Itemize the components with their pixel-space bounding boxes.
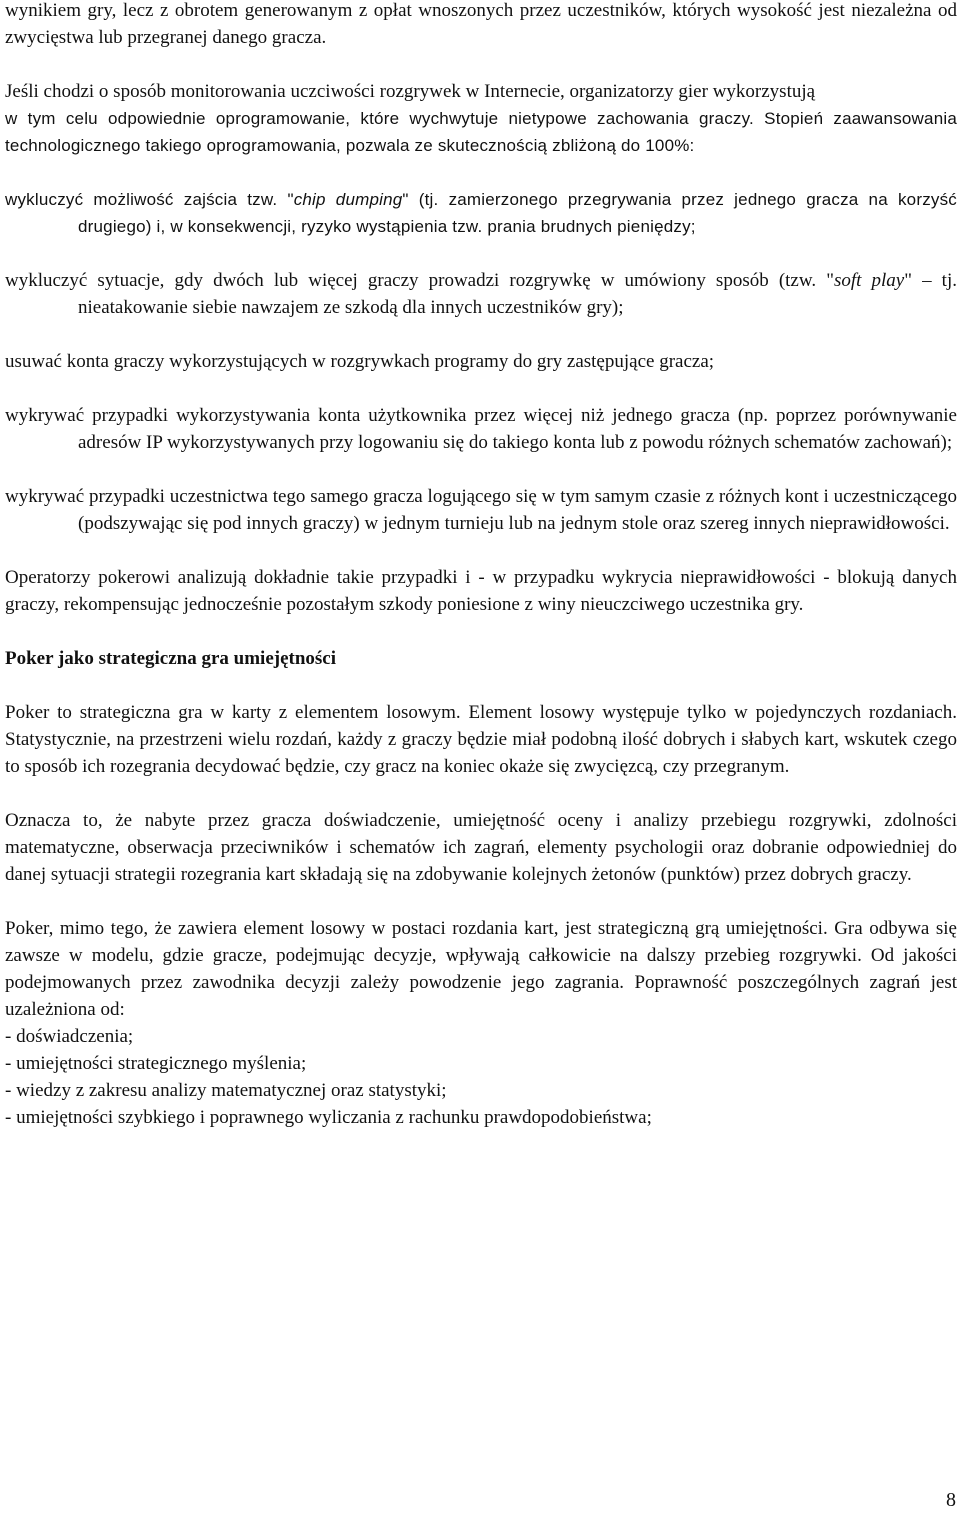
list-item: - doświadczenia; xyxy=(5,1026,134,1047)
section-heading: Poker jako strategiczna gra umiejętności xyxy=(5,648,337,669)
paragraph-operators: Operatorzy pokerowi analizują dokładnie takie przypadki i - w przypadku wykrycia nieprawidłowości - blokują danych graczy, rekompensując jednocześnie pozostałym szkody poniesione z winy nieuczciwego uczestnika gry. xyxy=(5,567,957,615)
paragraph-monitoring xyxy=(5,105,957,159)
item-text: " (tj. zamierzonego przegrywania przez jednego gracza na korzyść drugiego) i, w konsekwencji, ryzyko wystąpienia tzw. prania brudnych pieniędzy; xyxy=(78,190,957,236)
item-text: wykluczyć sytuacje, gdy dwóch lub więcej graczy prowadzi rozgrywkę w umówiony sposób (tzw. " xyxy=(5,270,834,291)
list-item-shared-account: wykrywać przypadki wykorzystywania konta użytkownika przez więcej niż jednego gracza (np. poprzez porównywanie adresów IP wykorzystywanych przy logowaniu się do takiego konta lub z powodu różnych schematów zachowań); xyxy=(5,405,957,453)
list-item: - wiedzy z zakresu analizy matematycznej oraz statystyki; xyxy=(5,1080,447,1101)
term-soft-play: soft play xyxy=(833,270,905,291)
list-item: - umiejętności strategicznego myślenia; xyxy=(5,1053,307,1074)
list-item-bots: usuwać konta graczy wykorzystujących w rozgrywkach programy do gry zastępujące gracza; xyxy=(5,351,715,372)
paragraph-experience: Oznacza to, że nabyte przez gracza doświadczenie, umiejętność oceny i analizy przebiegu rozgrywki, zdolności matematyczne, obserwacja przeciwników i schematów ich zagrań, elementy psychologii oraz dobranie odpowiedniej do danej sytuacji strategii rozegrania kart składają się na zdobywanie kolejnych żetonów (punktów) przez dobrych graczy. xyxy=(5,810,957,885)
paragraph-intro-tail: wynikiem gry, lecz z obrotem generowanym z opłat wnoszonych przez uczestników, których wysokość jest niezależna od zwycięstwa lub przegranej danego gracza. xyxy=(5,0,957,48)
monitoring-software-sentence: w tym celu odpowiednie oprogramowanie, które wychwytuje nietypowe zachowania graczy. xyxy=(5,109,754,128)
paragraph-monitoring-line1: Jeśli chodzi o sposób monitorowania uczciwości rozgrywek w Internecie, organizatorzy gier wykorzystują xyxy=(5,81,816,102)
paragraph-strategic-game: Poker to strategiczna gra w karty z elementem losowym. Element losowy występuje tylko w pojedynczych rozdaniach. Statystycznie, na przestrzeni wielu rozdań, każdy z graczy będzie miał podobną ilość dobrych i słabych kart, wskutek czego to sposób ich rozegrania decydować będzie, czy gracz na koniec okaże się zwycięzcą, czy przegranym. xyxy=(5,702,957,777)
monitoring-effectiveness-sentence: Stopień zaawansowania technologicznego takiego oprogramowania, pozwala ze skutecznością zbliżoną do 100%: xyxy=(5,109,957,155)
list-item: - umiejętności szybkiego i poprawnego wyliczania z rachunku prawdopodobieństwa; xyxy=(5,1107,652,1128)
term-chip-dumping: chip dumping xyxy=(293,190,403,209)
item-text: " – tj. nieatakowanie siebie nawzajem ze szkodą dla innych uczestników gry); xyxy=(78,270,957,318)
list-item-soft-play xyxy=(5,267,957,321)
list-item-chip-dumping xyxy=(5,186,957,240)
item-text: wykluczyć możliwość zajścia tzw. " xyxy=(5,190,294,209)
list-item-multi-account: wykrywać przypadki uczestnictwa tego samego gracza logującego się w tym samym czasie z różnych kont i uczestniczącego (podszywając się pod innych graczy) w jednym turnieju lub na jednym stole oraz szereg innych nieprawidłowości. xyxy=(5,486,957,534)
document-page xyxy=(5,0,957,1131)
paragraph-skill: Poker, mimo tego, że zawiera element losowy w postaci rozdania kart, jest strategiczną grą umiejętności. Gra odbywa się zawsze w modelu, gdzie gracze, podejmując decyzje, wpływają całkowicie na dalszy przebieg rozgrywki. Od jakości podejmowanych przez zawodnika decyzji zależy powodzenie jego zagrania. Poprawność poszczególnych zagrań jest uzależniona od: xyxy=(5,918,957,1020)
page-number: 8 xyxy=(946,1489,956,1511)
